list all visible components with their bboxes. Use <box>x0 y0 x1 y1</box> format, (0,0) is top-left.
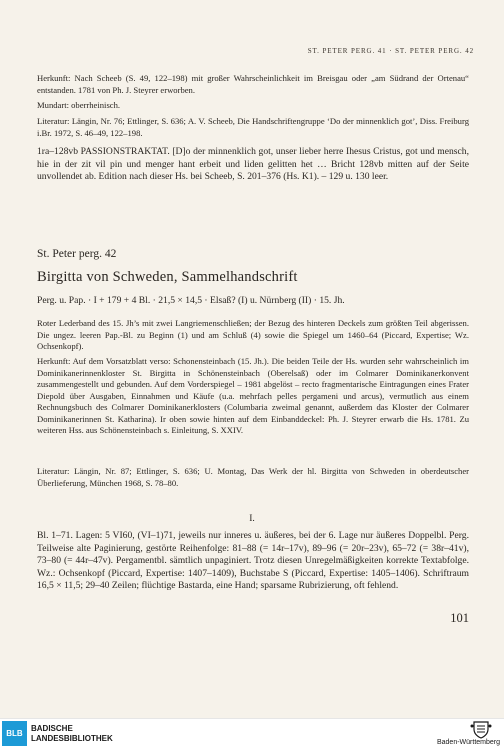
entry-signature: St. Peter perg. 42 <box>37 248 117 260</box>
entry-title: Birgitta von Schweden, Sammelhandschrift <box>37 269 298 285</box>
blb-logo: BLB <box>2 721 27 746</box>
coat-of-arms-icon <box>470 720 492 739</box>
prev-literatur: Literatur: Längin, Nr. 76; Ettlinger, S. 636; A. V. Scheeb, Die Handschriftengruppe ‘Do der minnenklich got’, Diss. Freiburg i.Br. 1972, S. 46–49, 122–198. <box>37 116 469 138</box>
part-heading: I. <box>249 513 255 524</box>
entry-physical: Perg. u. Pap. · I + 179 + 4 Bl. · 21,5 × 14,5 · Elsaß? (I) u. Nürnberg (II) · 15. Jh. <box>37 295 345 306</box>
footer-bar <box>0 718 504 749</box>
entry-herkunft: Herkunft: Auf dem Vorsatzblatt verso: Schonensteinbach (15. Jh.). Die beiden Teile der Hs. wurden sehr wahrscheinlich im Dominikanerinnenkloster St. Birgitta in Schönensteinbach (Oberelsaß) oder im Colmarer Dominikanerkonvent zusammengestellt und gebunden. Auf dem Vorderspiegel – 1981 abgelöst – recto fragmentarische Eintragungen eines Frater Diepold über Ausgaben, Einnahmen und Käufe (u.a. mehrfach pelles pergameni und arcus), vermutlich aus einem Rechnungsbuch des Colmarer Dominikanerklosters (Columbaria zweimal genannt, außerdem das Kloster der Colmarer Dominikanerinnen St. Katharina). Ir oben sowie hinten auf dem Einbanddeckel: Ph. J. Steyrer erwarb die Hs. 1781. Zu weiteren Hss. aus Schönensteinbach s. Einleitung, S. XXIV. <box>37 356 469 435</box>
entry-literatur: Literatur: Längin, Nr. 87; Ettlinger, S. 636; U. Montag, Das Werk der hl. Birgitta von Schweden in oberdeutscher Überlieferung, München 1968, S. 78–80. <box>37 466 469 488</box>
library-name: BADISCHE LANDESBIBLIOTHEK <box>31 724 113 743</box>
part-description: Bl. 1–71. Lagen: 5 VI60, (VI–1)71, jeweils nur inneres u. äußeres, bei der 6. Lage nur äußeres Doppelbl. Perg. Teilweise alte Paginierung, gestörte Reihenfolge: 81–88 (= 14r–17v), 89–96 (= 20r–23v), 65–72 (= 38r–41v), 73–80 (= 44r–47v). Pergamentbl. sämtlich unpaginiert. Trotz diesen Unregelmäßigkeiten korrekte Textabfolge. Wz.: Ochsenkopf (Piccard, Expertise: 1407–1409), Buchstabe S (Piccard, Expertise: 1405–1406). Schriftraum 16,5 × 11,5; 29–40 Zeilen; flüchtige Bastarda, eine Hand; sparsame Rubrizierung, oft fehlend. <box>37 530 469 591</box>
running-head: ST. PETER PERG. 41 · ST. PETER PERG. 42 <box>307 47 474 55</box>
prev-mundart: Mundart: oberrheinisch. <box>37 100 121 110</box>
page-number: 101 <box>450 611 469 625</box>
region-label: Baden-Württemberg <box>436 739 500 746</box>
prev-tract: 1ra–128vb PASSIONSTRAKTAT. [D]o der minnenklich got, unser lieber herre Ihesus Cristus, got und mensch, hie in der zit vil pin und menger hant erbeit und liden gelitten het … Bricht 128vb mitten auf der Seite unvollendet ab. Edition nach dieser Hs. bei Scheeb, S. 201–376 (Hs. K1). – 129 u. 130 leer. <box>37 146 469 182</box>
prev-herkunft: Herkunft: Nach Scheeb (S. 49, 122–198) mit großer Wahrscheinlichkeit im Breisgau oder „am Südrand der Ortenau“ entstanden. 1781 von Ph. J. Steyrer erworben. <box>37 73 469 95</box>
entry-binding: Roter Lederband des 15. Jh’s mit zwei Langriemenschließen; der Bezug des hinteren Deckels zum größten Teil abgerissen. Die ungez. leeren Pap.-Bl. zu Beginn (1) und am Schluß (4) sowie die Spiegel um 1460–64 (Piccard, Expertise; Wz. Ochsenkopf). <box>37 318 469 351</box>
